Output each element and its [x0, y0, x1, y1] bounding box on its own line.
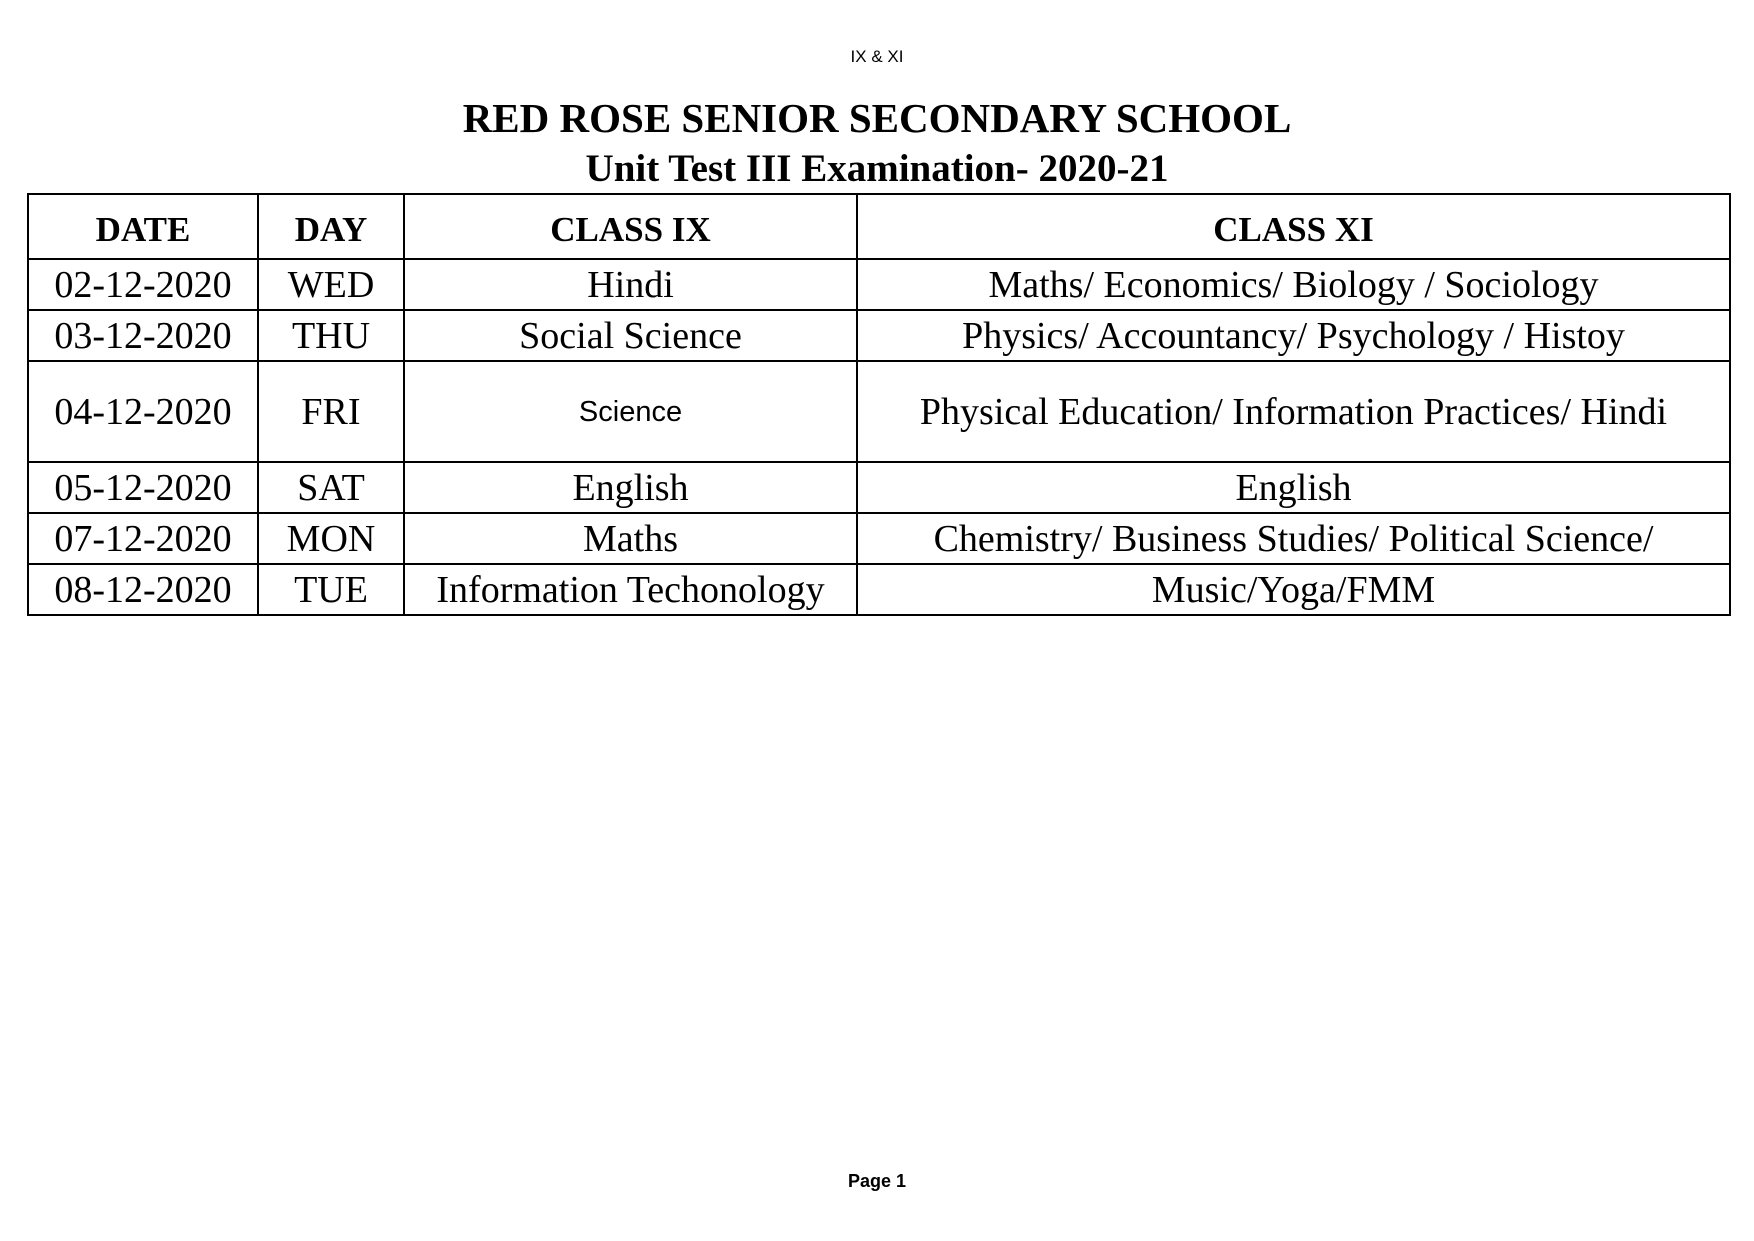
- date-cell: 04-12-2020: [28, 361, 258, 462]
- class-ix-subject-cell: Science: [404, 361, 857, 462]
- class-xi-subject-cell: Physical Education/ Information Practices/ Hindi: [857, 361, 1730, 462]
- day-cell: FRI: [258, 361, 404, 462]
- column-header-day: DAY: [258, 194, 404, 259]
- class-ix-subject-cell: Maths: [404, 513, 857, 564]
- table-row: [28, 564, 1730, 615]
- date-cell: 05-12-2020: [28, 462, 258, 513]
- class-ix-subject-cell: English: [404, 462, 857, 513]
- class-xi-subject-cell: Maths/ Economics/ Biology / Sociology: [857, 259, 1730, 310]
- date-cell: 03-12-2020: [28, 310, 258, 361]
- day-cell: MON: [258, 513, 404, 564]
- class-xi-subject-cell: Physics/ Accountancy/ Psychology / Histoy: [857, 310, 1730, 361]
- table-row: [28, 462, 1730, 513]
- day-cell: SAT: [258, 462, 404, 513]
- day-cell: THU: [258, 310, 404, 361]
- day-cell: WED: [258, 259, 404, 310]
- date-cell: 07-12-2020: [28, 513, 258, 564]
- column-header-class-ix: CLASS IX: [404, 194, 857, 259]
- day-cell: TUE: [258, 564, 404, 615]
- header-note: IX & XI: [850, 47, 904, 66]
- exam-schedule-table: [27, 193, 1731, 616]
- date-cell: 08-12-2020: [28, 564, 258, 615]
- class-xi-subject-cell: English: [857, 462, 1730, 513]
- date-cell: 02-12-2020: [28, 259, 258, 310]
- class-ix-subject-cell: Social Science: [404, 310, 857, 361]
- table-row: [28, 513, 1730, 564]
- page-number: Page 1: [847, 1171, 907, 1191]
- class-ix-subject-cell: Hindi: [404, 259, 857, 310]
- table-row: [28, 361, 1730, 462]
- column-header-date: DATE: [28, 194, 258, 259]
- class-xi-subject-cell: Music/Yoga/FMM: [857, 564, 1730, 615]
- class-ix-subject-cell: Information Techonology: [404, 564, 857, 615]
- class-xi-subject-cell: Chemistry/ Business Studies/ Political Science/: [857, 513, 1730, 564]
- school-name: RED ROSE SENIOR SECONDARY SCHOOL: [462, 95, 1292, 141]
- table-row: [28, 259, 1730, 310]
- table-row: [28, 310, 1730, 361]
- exam-title: Unit Test III Examination- 2020-21: [585, 147, 1169, 190]
- column-header-class-xi: CLASS XI: [857, 194, 1730, 259]
- table-header-row: [28, 194, 1730, 259]
